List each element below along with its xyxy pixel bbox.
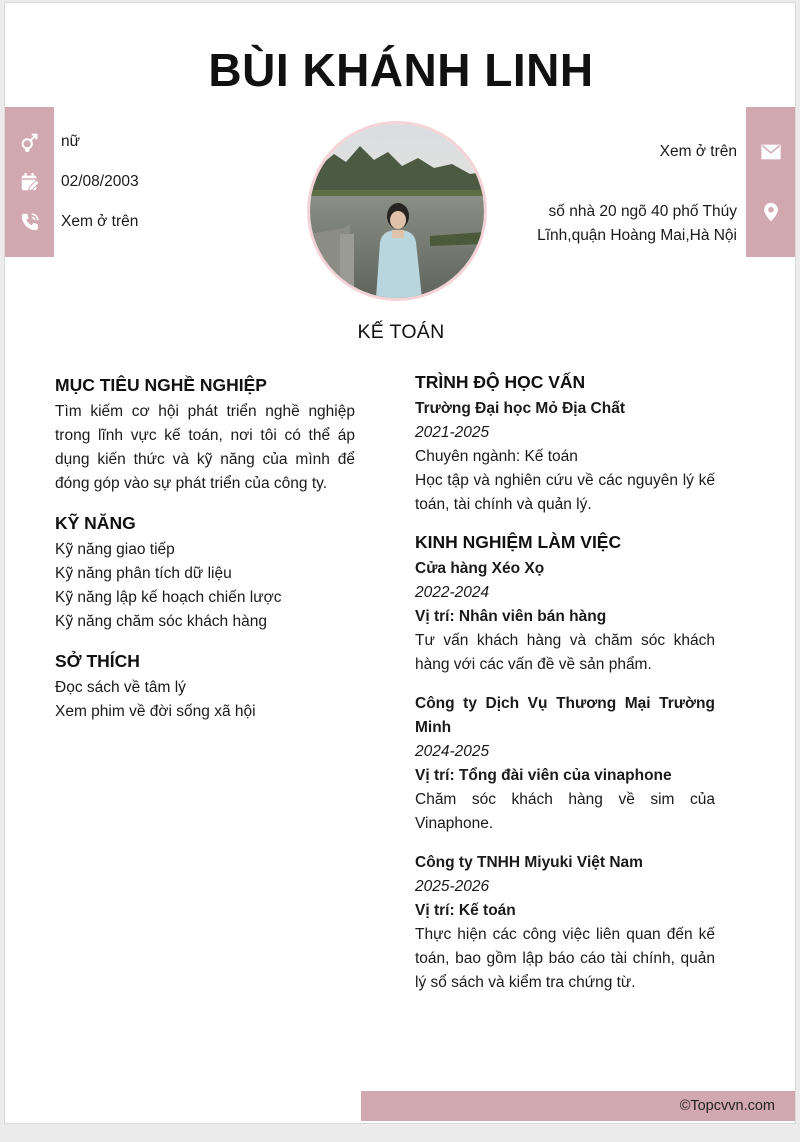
objective-text: Tìm kiếm cơ hội phát triển nghề nghiệp trong lĩnh vực kế toán, nơi tôi có thể áp dụng kiến thức và kỹ năng của mình để đóng góp vào sự phát triển của công ty. [55,403,355,492]
candidate-name: BÙI KHÁNH LINH [208,44,594,96]
job-period: 2025-2026 [415,878,490,895]
skill-item: Kỹ năng giao tiếp [55,541,175,558]
gender-icon [5,127,54,157]
birthdate-value: 02/08/2003 [61,173,139,190]
envelope-icon [746,137,795,167]
job-description: Tư vấn khách hàng và chăm sóc khách hàng với các vấn đề về sản phẩm. [415,632,715,673]
job-title: KẾ TOÁN [357,321,445,343]
footer-credit[interactable]: ©Topcvvn.com [361,1091,796,1121]
experience-entry [415,557,715,677]
company-name: Công ty Dịch Vụ Thương Mại Trường Minh [415,695,715,736]
skill-item: Kỹ năng chăm sóc khách hàng [55,613,267,630]
experience-entry [415,851,715,995]
job-position: Vị trí: Nhân viên bán hàng [415,608,607,625]
phone-icon [5,207,54,237]
company-name: Cửa hàng Xéo Xọ [415,560,545,577]
job-position: Vị trí: Kế toán [415,902,516,919]
job-description: Thực hiện các công việc liên quan đến kế toán, bao gồm lập báo cáo tài chính, quản lý sổ sách và kiểm tra chứng từ. [415,926,715,991]
experience-entry [415,692,715,836]
skill-item: Kỹ năng lập kế hoạch chiến lược [55,589,282,606]
education-major: Chuyên ngành: Kế toán [415,448,578,465]
objective-title: MỤC TIÊU NGHỀ NGHIỆP [55,375,267,395]
left-icon-bar [5,107,54,257]
cv-page [4,2,796,1124]
left-column [55,372,355,724]
job-position: Vị trí: Tổng đài viên của vinaphone [415,767,672,784]
education-title: TRÌNH ĐỘ HỌC VẤN [415,372,586,392]
job-period: 2022-2024 [415,584,490,601]
right-column [415,369,715,995]
profile-photo [307,121,487,301]
education-period: 2021-2025 [415,424,490,441]
calendar-icon [5,167,54,197]
skills-title: KỸ NĂNG [55,513,136,533]
address-value [497,200,737,248]
job-description: Chăm sóc khách hàng về sim của Vinaphone. [415,791,715,832]
address-line-1: số nhà 20 ngõ 40 phố Thúy [548,203,737,220]
hobbies-title: SỞ THÍCH [55,651,140,671]
skill-item: Kỹ năng phân tích dữ liệu [55,565,232,582]
address-line-2: Lĩnh,quận Hoàng Mai,Hà Nội [537,227,737,244]
gender-value: nữ [61,133,80,150]
education-description: Học tập và nghiên cứu về các nguyên lý kế toán, tài chính và quản lý. [415,472,715,513]
hobby-item: Xem phim về đời sống xã hội [55,703,256,720]
experience-title: KINH NGHIỆM LÀM VIỆC [415,532,622,552]
hobby-item: Đọc sách về tâm lý [55,679,186,696]
job-period: 2024-2025 [415,743,490,760]
school-name: Trường Đại học Mỏ Địa Chất [415,400,625,417]
email-value: Xem ở trên [659,143,737,160]
location-pin-icon [746,197,795,227]
company-name: Công ty TNHH Miyuki Việt Nam [415,854,643,871]
right-icon-bar [746,107,795,257]
phone-value: Xem ở trên [61,213,139,230]
